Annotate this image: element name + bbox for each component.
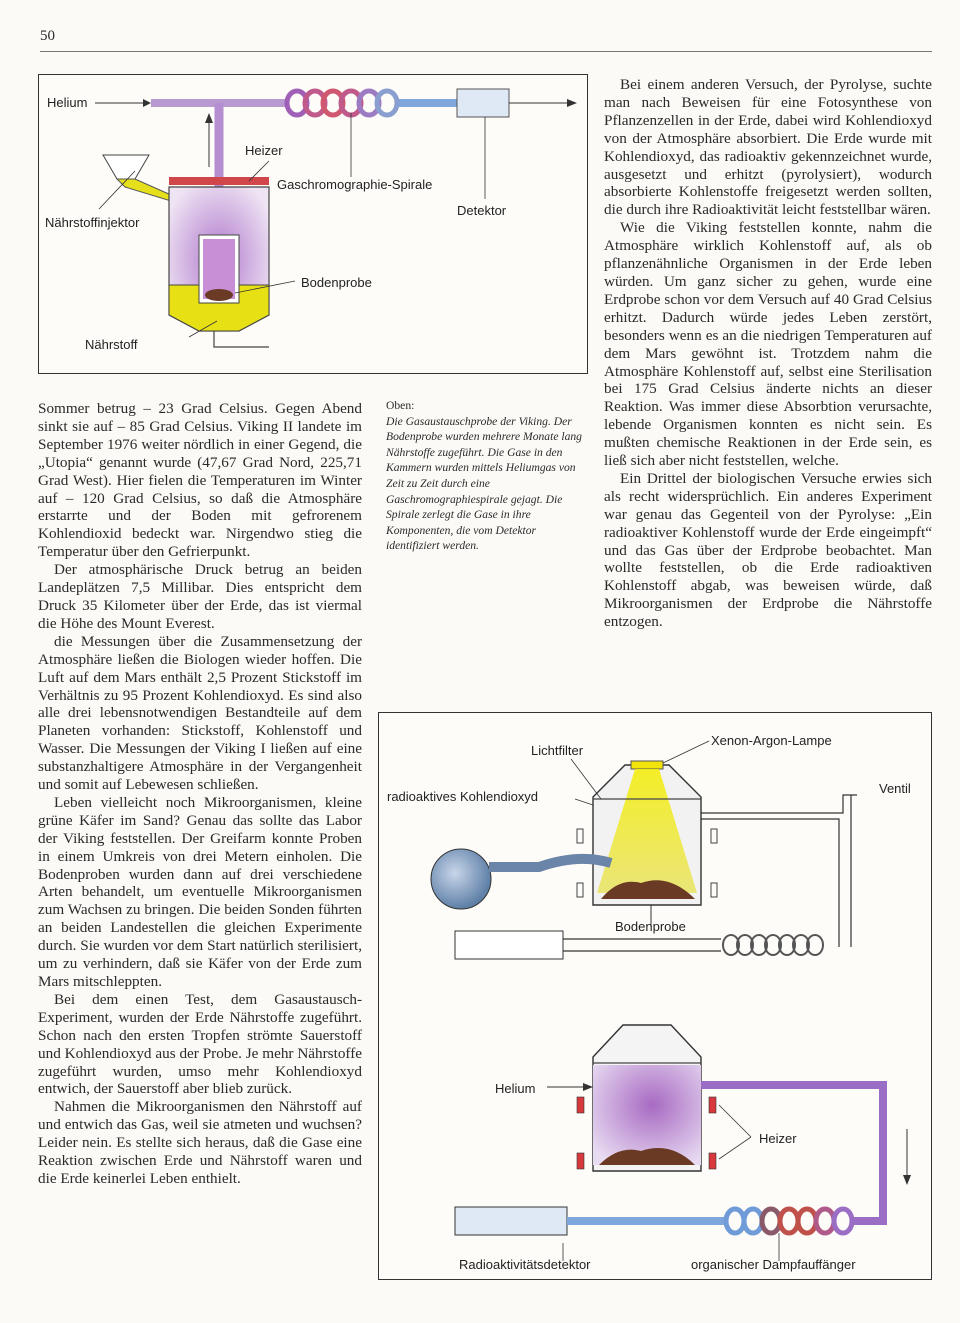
lichtfilter-leader: [571, 759, 601, 799]
header-rule: [40, 51, 932, 52]
valve-line-return: [701, 819, 839, 947]
labeled-release-diagram: [379, 713, 931, 1279]
valve-line-top: [701, 795, 857, 813]
label-injektor: Nährstoffinjektor: [45, 215, 140, 230]
lampe-leader: [663, 741, 709, 763]
paragraph: die Messungen über die Zusammensetzung der Atmosphäre ließen die Biologen wieder hoffen. Die Luft auf dem Mars enthält 2,5 Prozent Stickstoff im Verhältnis zu 95 Prozent Kohlendioxyd. Es sind also alle drei lebensnotwendigen Bestandteile auf dem Planeten vorhanden: Stickstoff, Kohlenstoff und Wasser. Die Messungen der Viking I ließen auf eine substanzhaltigere Atmosphäre in der Vergangenheit und somit auf Lebewesen schließen.: [38, 632, 362, 794]
radioaktiv-leader: [575, 799, 593, 805]
xenon-lamp: [631, 761, 663, 769]
left-text-column: [38, 400, 362, 1188]
label-heizer: Heizer: [245, 143, 283, 158]
label-helium: Helium: [495, 1081, 536, 1096]
caption-head: Oben:: [386, 399, 415, 412]
page-number: 50: [40, 28, 55, 44]
paragraph: Bei einem anderen Versuch, der Pyrolyse, suchte man nach Beweisen für eine Fotosynthese von Pflanzenzellen in der Erde, dabei wird Kohlendioxyd von der Atmosphäre absorbiert. Die Erde wurde mit Kohlendioxyd, das radioaktiv gekennzeichnet wurde, ausgesetzt und erhitzt (pyrolysiert), wodurch absorbierte Kohlenstoffe freigesetzt werden sollten, die durch ihre Radioaktivität leicht feststellbar wären.: [604, 76, 932, 219]
nutrient-funnel: [103, 155, 149, 179]
label-lampe: Xenon-Argon-Lampe: [711, 733, 832, 748]
label-heizer: Heizer: [759, 1131, 797, 1146]
label-ventil: Ventil: [879, 781, 911, 796]
upper-detector-tube: [455, 931, 563, 959]
gas-exchange-diagram: [39, 75, 587, 373]
heizer-leader-b: [719, 1137, 751, 1159]
label-detektor: Detektor: [457, 203, 507, 218]
down-arrowhead: [903, 1175, 911, 1185]
label-lichtfilter: Lichtfilter: [531, 743, 584, 758]
helium-in-arrowhead: [583, 1083, 593, 1091]
paragraph: Bei dem einen Test, dem Gasaustausch-Experiment, wurden der Erde Nährstoffe zugeführt. Schon nach den ersten Tropfen strömte Sauerstoff und Kohlendioxyd aus der Probe. Je mehr Nährstoffe zugeführt wurden, umso mehr Kohlendioxyd entwich, der Sauerstoff aber blieb zurück.: [38, 990, 362, 1098]
paragraph: Leben vielleicht noch Mikroorganismen, kleine grüne Käfer im Sand? Genau das sollte das Labor der Viking feststellen. Der Greifarm konnte Proben in einem Umkreis von drei Metern einholen. Die Bodenproben wurden dann auf drei verschiedene Arten behandelt, um eventuelle Mikroorganismen zum Wachsen zu bringen. Die beiden Sonden führten an beiden Landestellen die gleichen Experimente durch. Sie wurden vor dem Start natürlich sterilisiert, um zu verhindern, daß sie Käfer von der Erde zum Mars mitschleppten.: [38, 793, 362, 990]
injector-pipe: [117, 179, 171, 201]
paragraph: Wie die Viking feststellen konnte, nahm die Atmosphäre wirklich Kohlenstoff auf, als ob pflanzenähnliche Organismen in der Erde leben würden. Um ganz sicher zu gehen, wurde eine Erdprobe schon vor dem Versuch auf 40 Grad Celsius erhitzt. Dadurch würde jedes Leben zerstört, besonders wenn es an die niedrigen Temperaturen auf dem Mars gewöhnt ist. Trotzdem nahm die Atmosphäre Kohlenstoff auf, selbst eine Sterilisation bei 175 Grad Celsius änderte nichts an dieser Reaktion. Was immer diese Absorbtion verursachte, lebende Organismen konnten es nicht sein. Es mußten chemische Reaktionen in der Erde sein, es ließ sich aber nicht feststellen, welche.: [604, 219, 932, 470]
label-helium: Helium: [47, 95, 88, 110]
figure-labeled-release: [378, 712, 932, 1280]
label-radioaktiv: radioaktives Kohlendioxyd: [387, 789, 539, 804]
caption-body: Die Gasaustauschprobe der Viking. Der Bodenprobe wurden mehrere Monate lang Nährstoffe zugeführt. Die Gase in den Kammern wurden mittels Heliumgas von Zeit zu Zeit durch eine Gaschromographiespirale gejagt. Die Spirale zerlegt die Gase in ihre Komponenten, die vom Detektor identifiziert werden.: [386, 414, 582, 553]
heater-bar: [169, 177, 269, 185]
detector-box: [457, 89, 509, 117]
up-arrowhead: [205, 113, 213, 123]
label-faenger: organischer Dampfauffänger: [691, 1257, 856, 1272]
paragraph: Der atmosphärische Druck betrug an beiden Landeplätzen 7,5 Millibar. Dies entspricht dem Druck 35 Kilometer über der Erde, das ist viermal die Höhe des Mount Everest.: [38, 561, 362, 632]
label-spirale: Gaschromographie-Spirale: [277, 177, 433, 192]
figure-gas-exchange: [38, 74, 588, 374]
return-pipe: [853, 1193, 883, 1221]
upper-coil: [723, 935, 823, 955]
paragraph: Nahmen die Mikroorganismen den Nährstoff auf und entwich das Gas, weil sie atmeten und wuchsen? Leider nein. Es stellte sich heraus, daß die Gase eine Reaktion zwischen Erde und Nährstoff waren und die Erde keinerlei Leben enthielt.: [38, 1098, 362, 1187]
label-naehrstoff: Nährstoff: [85, 337, 138, 352]
right-text-column: [604, 76, 932, 631]
vapor-trap-coil: [726, 1209, 852, 1233]
radioactivity-detector-box: [455, 1207, 567, 1235]
label-bodenprobe: Bodenprobe: [301, 275, 372, 290]
label-detektor: Radioaktivitätsdetektor: [459, 1257, 591, 1272]
helium-arrowhead: [143, 99, 151, 107]
soil-sample: [205, 289, 233, 301]
paragraph: Sommer betrug – 23 Grad Celsius. Gegen Abend sinkt sie auf – 85 Grad Celsius. Viking II landete im September 1976 weiter nördlich in einer Gegend, die „Utopia“ genannt wurde (47,67 Grad Nord, 225,71 Grad West). Hier fielen die Temperaturen im Winter auf – 120 Grad Celsius, so daß die Atmosphäre erstarrte und der Boden mit gefrorenem Kohlendioxid bedeckt war. Nirgendwo stieg die Temperatur über den Gefrierpunkt.: [38, 400, 362, 561]
outlet-arrowhead: [567, 99, 577, 107]
chromatography-spiral: [287, 91, 397, 115]
figure-caption: [386, 398, 586, 554]
heizer-leader-a: [719, 1105, 751, 1137]
label-bodenprobe: Bodenprobe: [615, 919, 686, 934]
co2-sphere: [431, 849, 491, 909]
drain-pipe: [214, 331, 269, 347]
paragraph: Ein Drittel der biologischen Versuche erwies sich als recht widersprüchlich. Ein anderes Experiment war genau das Gegenteil von der Pyrolyse: „Ein radioaktiver Kohlenstoff wurde der Erde eingeimpft“ und das Gas über der Erdprobe beobachtet. Man wollte feststellen, ob die Erde radioaktiven Kohlenstoff abgab, was beweisen würde, daß Mikroorganismen der Erdprobe die Nährstoffe entzogen.: [604, 469, 932, 631]
